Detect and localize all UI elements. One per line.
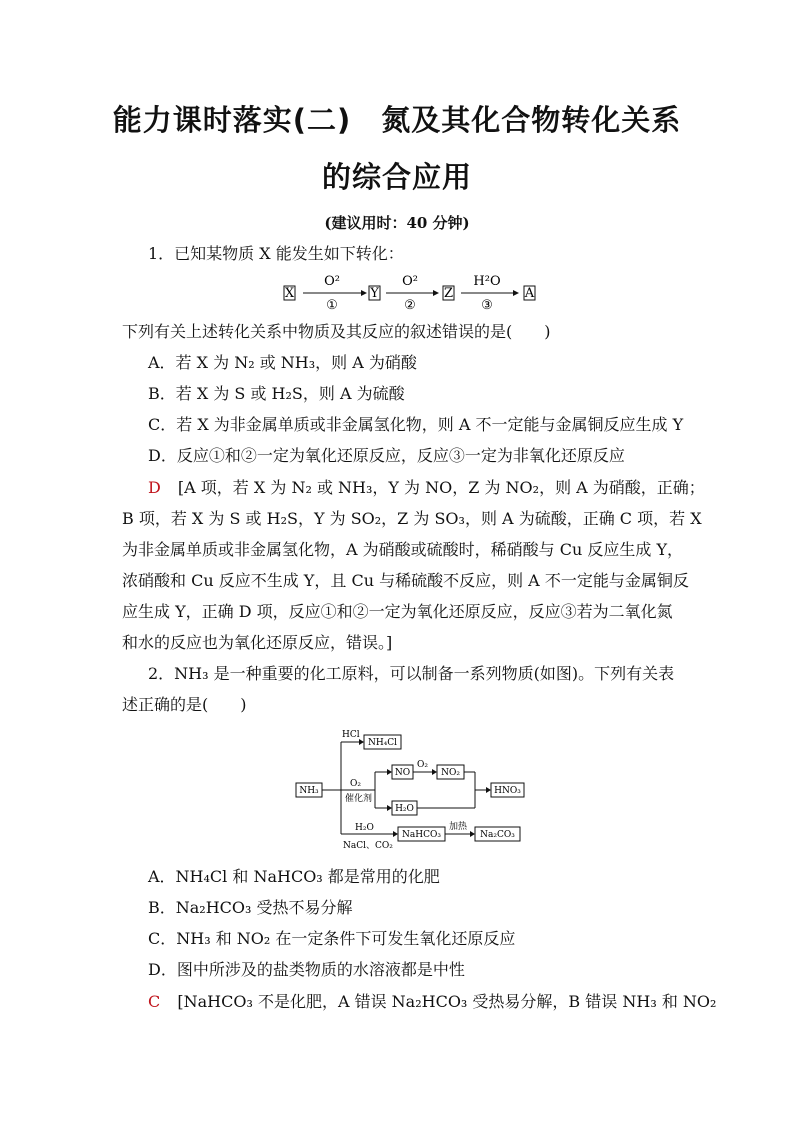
q1-answer-letter: D (148, 478, 161, 497)
q1-option-b: B．若 X 为 S 或 H₂S，则 A 为硫酸 (148, 384, 405, 403)
box-nahco3: NaHCO₃ (402, 830, 441, 840)
q2-answer-letter: C (148, 992, 161, 1011)
q1-explanation-line-6: 和水的反应也为氧化还原反应，错误。] (122, 633, 393, 652)
label-heat: 加热 (449, 822, 468, 832)
box-na2co3: Na₂CO₃ (480, 830, 515, 840)
q1-option-c: C．若 X 为非金属单质或非金属氢化物，则 A 不一定能与金属铜反应生成 Y (148, 415, 684, 434)
q1-explanation-line-5: 应生成 Y，正确 D 项，反应①和②一定为氧化还原反应，反应③若为二氧化氮 (122, 602, 673, 621)
q2-answer (148, 992, 717, 1012)
q1-explanation-line-3: 为非金属单质或非金属氢化物，A 为硝酸或硫酸时，稀硝酸与 Cu 反应生成 Y， (122, 540, 684, 559)
label-nacl-co2: NaCl、CO₂ (343, 841, 393, 851)
page-title-line2: 的综合应用 (321, 160, 472, 194)
nh3-product-flowchart (295, 726, 525, 856)
q2-stem-line2: 述正确的是( ) (122, 695, 247, 714)
box-no2: NO₂ (441, 768, 460, 778)
label-o2-mid: O₂ (417, 760, 428, 770)
box-nh4cl: NH₄Cl (367, 738, 398, 748)
chain-node-z: Z (443, 286, 454, 301)
q1-option-a: A．若 X 为 N₂ 或 NH₃，则 A 为硝酸 (148, 353, 417, 372)
chain-step-3: ③ (481, 298, 493, 313)
q2-explanation-line-1: [NaHCO₃ 不是化肥，A 错误 Na₂HCO₃ 受热易分解，B 错误 NH₃ 和 NO₂ (177, 992, 717, 1011)
chain-reagent-1: O² (324, 274, 340, 289)
q2-option-c: C．NH₃ 和 NO₂ 在一定条件下可发生氧化还原反应 (148, 929, 516, 948)
q1-answer (148, 478, 708, 498)
label-hcl: HCl (342, 730, 360, 740)
page-title-line1: 能力课时落实(二) 氮及其化合物转化关系 (112, 103, 682, 137)
q1-option-d: D．反应①和②一定为氧化还原反应，反应③一定为非氧化还原反应 (148, 446, 625, 465)
q1-conversion-chain (283, 274, 543, 314)
q2-option-a: A．NH₄Cl 和 NaHCO₃ 都是常用的化肥 (148, 867, 440, 886)
chain-step-1: ① (326, 298, 338, 313)
chain-reagent-2: O² (402, 274, 418, 289)
q1-explanation-line-2: B 项，若 X 为 S 或 H₂S，Y 为 SO₂，Z 为 SO₃，则 A 为硫酸，正确 C 项，若 X (122, 509, 702, 528)
q2-stem-line1: 2．NH₃ 是一种重要的化工原料，可以制备一系列物质(如图)。下列有关表 (148, 664, 675, 683)
q1-question: 下列有关上述转化关系中物质及其反应的叙述错误的是( ) (122, 322, 551, 341)
chain-step-2: ② (404, 298, 416, 313)
label-o2-catalyst-o2: O₂ (350, 779, 361, 789)
box-hno3: HNO₃ (494, 786, 521, 796)
q1-explanation-line-4: 浓硝酸和 Cu 反应不生成 Y，且 Cu 与稀硫酸不反应，则 A 不一定能与金属铜反 (122, 571, 689, 590)
box-no: NO (394, 768, 411, 778)
label-catalyst: 催化剂 (345, 794, 373, 804)
chain-reagent-3: H²O (473, 274, 501, 289)
q2-option-b: B．Na₂HCO₃ 受热不易分解 (148, 898, 353, 917)
q1-stem: 1．已知某物质 X 能发生如下转化： (148, 244, 404, 263)
chain-node-x: X (284, 286, 295, 301)
q1-explanation-line-1: [A 项，若 X 为 N₂ 或 NH₃，Y 为 NO，Z 为 NO₂，则 A 为硝酸，正确； (177, 478, 705, 497)
box-h2o: H₂O (395, 804, 414, 814)
label-h2o-arrow: H₂O (355, 823, 374, 833)
chain-node-a: A (524, 286, 535, 301)
q2-option-d: D．图中所涉及的盐类物质的水溶液都是中性 (148, 960, 465, 979)
box-nh3: NH₃ (299, 786, 319, 796)
chain-node-y: Y (370, 286, 379, 301)
suggested-time: (建议用时：40 分钟) (324, 214, 470, 232)
